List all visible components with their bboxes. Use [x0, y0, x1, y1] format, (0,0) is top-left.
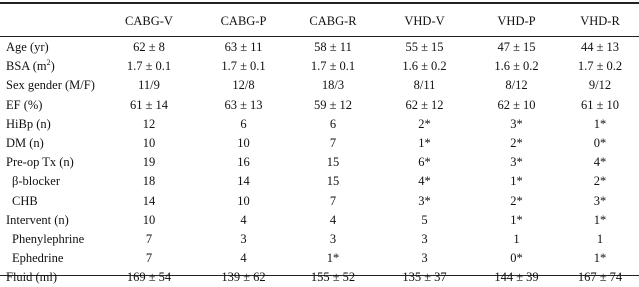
cell-vhd-r: 1* [593, 116, 607, 131]
row-label-text: Ephedrine [12, 251, 64, 266]
table-row [0, 134, 639, 153]
cell-vhd-p: 1* [510, 212, 523, 227]
table-row [0, 115, 639, 134]
cell-cabg-v: 62 ± 8 [133, 40, 165, 55]
cell-vhd-r: 167 ± 74 [577, 270, 623, 285]
table-row [0, 76, 639, 95]
cell-vhd-r: 9/12 [588, 78, 612, 93]
table-row [0, 268, 639, 287]
cell-vhd-p: 8/12 [505, 78, 528, 93]
cell-vhd-p: 0* [510, 251, 523, 266]
cell-vhd-v: 135 ± 37 [402, 270, 447, 285]
table-row [0, 230, 639, 249]
cell-cabg-r: 6 [329, 116, 337, 131]
row-label [0, 57, 100, 76]
row-label-text: DM (n) [6, 136, 44, 151]
cell-cabg-p: 14 [237, 174, 250, 189]
table-row [0, 249, 639, 268]
cell-vhd-p: 1* [510, 174, 523, 189]
cell-cabg-v: 7 [145, 251, 153, 266]
row-label-text: β-blocker [12, 174, 61, 189]
cell-cabg-p: 16 [237, 155, 250, 170]
row-label [0, 153, 100, 172]
cell-cabg-v: 12 [142, 116, 156, 131]
cell-vhd-p: 47 ± 15 [497, 40, 536, 55]
cell-cabg-v: 14 [142, 193, 156, 208]
row-label [0, 134, 100, 153]
cell-cabg-p: 4 [240, 212, 247, 227]
cell-cabg-r: 1* [326, 251, 340, 266]
row-label [0, 172, 100, 191]
cell-cabg-p: 6 [240, 116, 247, 131]
row-label [0, 192, 100, 211]
cell-vhd-r: 2* [593, 174, 607, 189]
cell-vhd-v: 6* [418, 155, 431, 170]
row-label-text: BSA (m [6, 59, 47, 74]
row-label [0, 36, 100, 57]
cell-vhd-v: 1* [418, 136, 431, 151]
cell-cabg-v: 19 [142, 155, 156, 170]
row-label-text: Pre-op Tx (n) [6, 155, 74, 170]
cell-vhd-r: 0* [593, 136, 607, 151]
row-label [0, 230, 100, 249]
row-label-superscript: 2 [46, 58, 51, 68]
cell-vhd-p: 1.6 ± 0.2 [494, 59, 539, 74]
cell-cabg-v: 10 [142, 136, 156, 151]
row-label-text: Fluid (ml) [6, 270, 58, 285]
cell-cabg-r: 4 [329, 212, 337, 227]
cell-vhd-v: 3 [421, 251, 428, 266]
cell-vhd-p: 3* [510, 116, 523, 131]
row-label-text: Age (yr) [6, 40, 49, 55]
cell-cabg-r: 7 [329, 136, 337, 151]
table-body [0, 36, 639, 287]
row-label-text: Phenylephrine [12, 231, 85, 246]
cell-cabg-r: 3 [329, 231, 337, 246]
cell-cabg-r: 58 ± 11 [314, 40, 352, 55]
cell-cabg-p: 3 [240, 231, 247, 246]
cell-cabg-p: 12/8 [232, 78, 255, 93]
cell-cabg-r: 7 [329, 193, 337, 208]
table-row [0, 96, 639, 115]
cell-vhd-v: 3 [421, 231, 428, 246]
table-row [0, 192, 639, 211]
header-cabg-p: CABG-P [220, 13, 267, 28]
cell-cabg-r: 1.7 ± 0.1 [310, 59, 356, 74]
cell-vhd-v: 2* [418, 116, 431, 131]
cell-vhd-v: 4* [418, 174, 431, 189]
cell-cabg-r: 15 [326, 155, 340, 170]
row-label [0, 249, 100, 268]
cell-vhd-r: 4* [593, 155, 607, 170]
patient-characteristics-table [0, 6, 639, 287]
row-label-text: Intervent (n) [6, 212, 69, 227]
cell-vhd-r: 1 [596, 231, 604, 246]
cell-cabg-r: 18/3 [321, 78, 345, 93]
cell-cabg-p: 4 [240, 251, 247, 266]
header-cell-blank [0, 6, 100, 36]
cell-cabg-v: 169 ± 54 [126, 270, 172, 285]
row-label [0, 211, 100, 230]
header-cabg-r: CABG-R [309, 13, 357, 28]
cell-cabg-v: 7 [145, 231, 153, 246]
row-label-text: Sex gender (M/F) [6, 78, 95, 93]
row-label-suffix: ) [50, 59, 55, 74]
row-label [0, 115, 100, 134]
cell-cabg-p: 63 ± 13 [224, 97, 263, 112]
header-vhd-r: VHD-R [580, 13, 620, 28]
cell-vhd-p: 144 ± 39 [494, 270, 539, 285]
row-label [0, 76, 100, 95]
cell-vhd-v: 55 ± 15 [405, 40, 444, 55]
table-row [0, 36, 639, 57]
cell-vhd-v: 3* [418, 193, 431, 208]
cell-cabg-v: 61 ± 14 [129, 97, 169, 112]
cell-vhd-r: 44 ± 13 [580, 40, 620, 55]
cell-cabg-p: 1.7 ± 0.1 [221, 59, 266, 74]
cell-cabg-p: 139 ± 62 [221, 270, 266, 285]
cell-vhd-v: 1.6 ± 0.2 [402, 59, 447, 74]
header-cabg-v: CABG-V [125, 13, 173, 28]
table-row [0, 211, 639, 230]
cell-vhd-p: 2* [510, 136, 523, 151]
top-rule [0, 2, 639, 4]
header-vhd-p: VHD-P [497, 13, 536, 28]
cell-vhd-r: 3* [593, 193, 607, 208]
cell-vhd-r: 61 ± 10 [580, 97, 620, 112]
cell-vhd-v: 62 ± 12 [405, 97, 444, 112]
cell-cabg-v: 18 [142, 174, 156, 189]
cell-vhd-v: 5 [421, 212, 428, 227]
cell-vhd-p: 2* [510, 193, 523, 208]
table-row [0, 153, 639, 172]
cell-vhd-r: 1.7 ± 0.2 [577, 59, 623, 74]
table-row [0, 57, 639, 76]
row-label-text: CHB [12, 193, 38, 208]
row-label-text: EF (%) [6, 97, 43, 112]
cell-cabg-r: 59 ± 12 [313, 97, 353, 112]
cell-vhd-p: 62 ± 10 [497, 97, 536, 112]
row-label-text: HiBp (n) [6, 116, 51, 131]
cell-vhd-r: 1* [593, 212, 607, 227]
header-row [0, 6, 639, 36]
cell-vhd-r: 1* [593, 251, 607, 266]
cell-vhd-v: 8/11 [413, 78, 436, 93]
cell-cabg-v: 1.7 ± 0.1 [126, 59, 172, 74]
cell-cabg-v: 11/9 [138, 78, 160, 93]
header-vhd-v: VHD-V [404, 13, 445, 28]
row-label [0, 268, 100, 287]
cell-vhd-p: 1 [513, 231, 520, 246]
cell-cabg-p: 10 [237, 136, 250, 151]
table-row [0, 172, 639, 191]
row-label [0, 96, 100, 115]
cell-cabg-p: 10 [237, 193, 250, 208]
cell-cabg-v: 10 [142, 212, 156, 227]
cell-cabg-p: 63 ± 11 [224, 40, 263, 55]
cell-cabg-r: 15 [326, 174, 340, 189]
cell-vhd-p: 3* [510, 155, 523, 170]
cell-cabg-r: 155 ± 52 [310, 270, 356, 285]
